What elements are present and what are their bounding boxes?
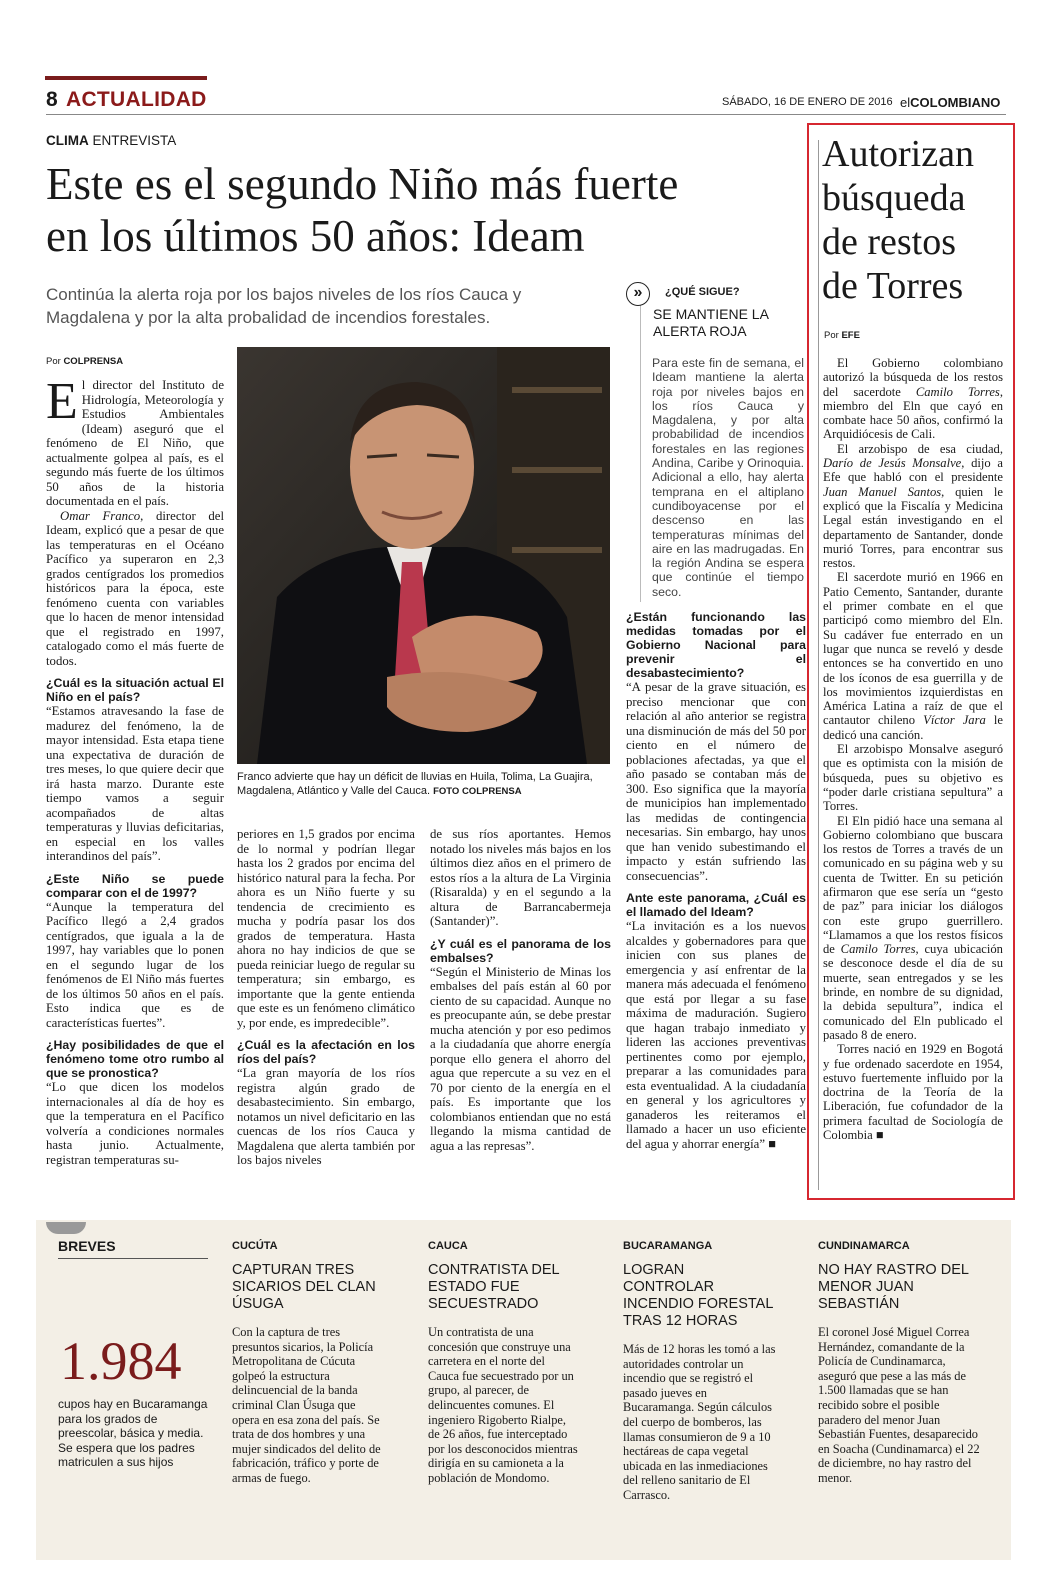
brief-title: NO HAY RASTRO DEL MENOR JUAN SEBASTIÁN <box>818 1262 969 1312</box>
brief-body: El coronel José Miguel Correa Hernández, comandante de la Policía de Cundinamarca, aseguró que pese a las más de 1.500 llamadas que se han recibido sobre el posible paradero del menor Juan Sebastián Fuentes, desaparecido en Soacha (Cundinamarca) el 22 de diciembre, no hay rastro del menor. <box>818 1325 980 1485</box>
paper-name: COLOMBIANO <box>910 95 1001 110</box>
article-byline <box>46 356 123 367</box>
end-mark-icon: ■ <box>875 1128 884 1143</box>
caption-text: Franco advierte que hay un déficit de lluvias en Huila, Tolima, La Guajira, Magdalena, Atlántico y Valle del Cauca. <box>237 771 593 797</box>
paragraph: , dijo a Efe que habló con el presidente <box>823 456 1003 485</box>
right-story-body <box>823 356 1003 1142</box>
paragraph: , miembro del Eln que cayó en combate hace 50 años, confirmó la Arquidiócesis de Cali. <box>823 384 1003 442</box>
paragraph: El Gobierno colombiano autorizó la búsqueda de los restos del sacerdote <box>823 356 1003 399</box>
photo-credit: FOTO COLPRENSA <box>433 786 522 797</box>
section-color-bar <box>45 76 207 80</box>
brief-title: LOGRAN CONTROLAR INCENDIO FORESTAL TRAS 12 HORAS <box>623 1262 773 1329</box>
right-title-line-3: de restos <box>822 221 957 263</box>
paragraph: El arzobispo Monsalve aseguró que es optimista con la misión de búsqueda, pues su objetivo es “poder darle cristiana sepultura” a Torres. <box>823 742 1003 814</box>
deck-line-2: Magdalena y por la alta probalidad de incendios forestales. <box>46 308 491 327</box>
brief-body: Más de 12 horas les tomó a las autoridades controlar un incendio que se registró el pasado jueves en Bucaramanga. Según cálculos del cuerpo de bomberos, las llamas consumieron de 9 a 10 hectáreas de capa vegetal ubicada en las inmediaciones del relleno sanitario de El Carrasco. <box>623 1342 776 1502</box>
person-name: Omar Franco <box>60 508 141 523</box>
edition-date: SÁBADO, 16 DE ENERO DE 2016 <box>722 96 893 108</box>
breves-rule <box>58 1258 208 1259</box>
page-number: 8 <box>46 88 58 111</box>
paragraph: El arzobispo de esa ciudad, <box>837 441 1003 456</box>
sidebar-title-line-2: ALERTA ROJA <box>653 323 747 339</box>
article-deck <box>46 283 606 329</box>
byline-por: Por <box>824 330 842 341</box>
header-rule <box>46 114 1006 115</box>
person-name: Víctor Jara <box>923 713 986 728</box>
breves-label: BREVES <box>58 1238 116 1254</box>
brief-item <box>818 1240 983 1486</box>
column-1 <box>46 373 225 1167</box>
question-3: ¿Hay posibilidades de que el fenómeno tome otro rumbo al que se pronostica? <box>46 1038 224 1080</box>
sidebar-heading: ¿QUÉ SIGUE? <box>665 286 740 298</box>
question-2: ¿Este Niño se puede comparar con el de 1997? <box>46 871 224 900</box>
paragraph-2: , director del Ideam, explicó que a pesar de que las temperaturas en el Océano Pacífico ya superaron en 2,3 grados centígrados los promedios históricos para la época, este fenómeno cuenta con variables que lo hacen de menor intensidad que el registrado en 1997, catalogado como el más fuerte de todos. <box>46 508 225 668</box>
newspaper-name <box>900 95 1000 110</box>
column-3-continued: de sus ríos aportantes. Hemos notado los niveles más bajos en los últimos diez años en el primero de estos ríos a la altura de La Virginia (Risaralda) y en el segundo a la altura de Barrancabermeja (Santander)”. <box>430 827 611 928</box>
question-6: ¿Están funcionando las medidas tomadas por el Gobierno Nacional para prevenir el desabastecimiento? <box>626 610 806 680</box>
portrait-illustration <box>237 347 610 764</box>
chevron-right-icon: » <box>626 282 650 306</box>
photo-caption <box>237 770 610 799</box>
column-2 <box>237 827 415 1168</box>
headline-line-1: Este es el segundo Niño más fuerte <box>46 159 679 209</box>
answer-1: “Estamos atravesando la fase de madurez del fenómeno, la de mayor intensidad. Esta etapa tiene una expectativa de duración de tres meses, lo que quiere decir que irá hasta marzo. Durante este tiempo vamos a seguir acompañados de altas temperaturas y lluvias deficitarias, en especial en los valles interandinos del país”. <box>46 704 224 863</box>
brief-place: CAUCA <box>428 1240 468 1252</box>
question-4: ¿Cuál es la afectación en los ríos del país? <box>237 1038 415 1066</box>
paragraph: El Eln pidió hace una semana al Gobierno colombiano que buscara los restos de Torres a través de un comunicado en su página web y su cuenta de Twitter. En su petición afirmaron que ese sería un “gesto de paz” para iniciar los diálogos con este grupo guerrillero. “Llamamos a que los restos físicos de <box>823 813 1003 957</box>
person-name: Camilo Torres <box>915 384 1000 399</box>
brief-item <box>232 1240 382 1486</box>
paper-prefix: el <box>900 95 911 110</box>
question-1: ¿Cuál es la situación actual El Niño en el país? <box>46 676 224 704</box>
brief-title: CAPTURAN TRES SICARIOS DEL CLAN ÚSUGA <box>232 1262 376 1312</box>
section-name: ACTUALIDAD <box>66 88 207 111</box>
drop-cap: E <box>46 373 78 430</box>
right-title-line-4: de Torres <box>822 265 964 307</box>
answer-2: “Aunque la temperatura del Pacífico llegó a 2,4 grados centígrados, que iguala a la de 1997, hay variables que lo ponen en el segundo lugar de los fenómenos de El Niño más fuertes de los últimos 50 años en el país. Esto indica que es de características fuertes”. <box>46 899 224 1030</box>
answer-3: “Lo que dicen los modelos internacionales al día de hoy es que la temperatura en el Pacífico volvería a condiciones normales hasta junio. Actualmente, registran temperaturas su- <box>46 1080 224 1167</box>
column-4 <box>626 610 806 1151</box>
paragraph: Torres nació en 1929 en Bogotá y fue ordenado sacerdote en 1954, estuvo fuertemente influido por la doctrina de la Teoría de la Liberación, fue cofundador de la primera facultad de Sociología de Colombia <box>823 1042 1003 1143</box>
kicker-section: CLIMA <box>46 133 89 148</box>
question-7: Ante este panorama, ¿Cuál es el llamado del Ideam? <box>626 891 806 919</box>
answer-4: “La gran mayoría de los ríos registra algún grado de desabastecimiento. Sin embargo, notamos un nivel deficitario en las cuencas de los ríos Cauca y Magdalena que alerta también por los bajos niveles <box>237 1066 415 1167</box>
end-mark-icon: ■ <box>768 1136 776 1151</box>
person-name: Juan Manuel Santos <box>823 484 942 499</box>
answer-6: “A pesar de la grave situación, es preciso mencionar que con relación al año anterior se registra una disminución de más del 50 por ciento en el número de poblaciones afectadas, ya que el año pasado se contaban más de 300. Eso significa que la mayoría de municipios han implementado las medidas de contingencia necesarias. Sin embargo, hay unos que han venido subestimando el impacto y están sufriendo las consecuencias”. <box>626 680 806 883</box>
paragraph: El sacerdote murió en 1966 en Patio Cemento, Santander, durante el primer combate en el que participó como miembro del Eln. Su cadáver fue enterrado en un lugar que nunca se reveló y desde entonces se ha convertido en uno de los íconos de esa guerrilla y de los movimientos izquierdistas en América Latina a raíz de que el cantautor chileno <box>823 570 1003 728</box>
right-story-byline <box>824 330 860 341</box>
column-2-continued: periores en 1,5 grados por encima de lo normal y podrían llegar hasta los 2 grados por encima del histórico natural para la fecha. Por ahora es un Niño fuerte y su tendencia de crecimiento es mucha y podría pasar los dos grados de temperatura. Hasta ahora no hay indicios de que se pueda reiniciar luego de regular su temperatura; sin embargo, es importante que la gente entienda que este es un fenómeno climático y, por ende, es impredecible”. <box>237 827 415 1030</box>
byline-por: Por <box>46 356 64 367</box>
person-name: Darío de Jesús Monsalve <box>823 456 962 471</box>
person-name: Camilo Torres <box>840 942 916 957</box>
right-title-line-2: búsqueda <box>822 177 966 219</box>
article-kicker <box>46 133 176 148</box>
article-photo <box>237 347 610 764</box>
brief-body: Un contratista de una concesión que construye una carretera en el norte del Cauca fue secuestrado por un grupo, al parecer, de delincuentes comunes. El ingeniero Rigoberto Rialpe, de 26 años, fue interceptado por los desconocidos mientras dirigía en su camioneta a la población de Mondomo. <box>428 1325 578 1485</box>
answer-5: “Según el Ministerio de Minas los embalses del país están al 60 por ciento de su capacidad. Aunque no es preocupante aún, se debe prestar mucha atención y por eso pedimos a la ciudadanía que ahorre energía porque ello genera el ahorro del agua que repercute a su vez en el 70 por ciento de la energía en el país. Es importante que los colombianos entiendan que no está llegando la misma cantidad de agua a las represas”. <box>430 964 611 1153</box>
headline-line-2: en los últimos 50 años: Ideam <box>46 211 585 261</box>
big-number: 1.984 <box>60 1331 182 1391</box>
answer-7: “La invitación es a los nuevos alcaldes y gobernadores para que inicien con sus planes de emergencia y así enfrentar de la manera más adecuada el fenómeno que está por llegar a su fase máxima de maduración. Sugiero que hagan trabajo inmediato y lideren las acciones preventivas pertinentes como por ejemplo, preparar a las comunidades para esta eventualidad. A la ciudadanía en general y los agricultores y ganaderos les reiteramos el llamado a hacer un uso eficiente del agua y ahorrar energía” <box>626 919 806 1151</box>
byline-author: EFE <box>841 330 860 341</box>
brief-item <box>623 1240 779 1503</box>
right-title-line-1: Autorizan <box>822 133 974 175</box>
sidebar-divider <box>640 282 641 602</box>
right-story-divider <box>818 140 819 1190</box>
brief-place: CUNDINAMARCA <box>818 1240 910 1252</box>
column-3 <box>430 827 611 1153</box>
question-5: ¿Y cuál es el panorama de los embalses? <box>430 936 611 965</box>
kicker-type: ENTREVISTA <box>88 133 177 148</box>
sidebar-text: Para este fin de semana, el Ideam mantiene la alerta roja por niveles bajos en los ríos Cauca y Magdalena, y por alta probabilidad de incendios forestales en las regiones Andina, Caribe y Orinoquia. Adicional a ello, hay alerta temprana en el altiplano cundiboyacense por el descenso en las temperaturas mínimas del aire en las madrugadas. En la región Andina se espera que continúe el tiempo seco. <box>652 356 804 599</box>
paragraph: , cuya ubicación se desconoce desde el día de su muerte, sean entregados y se les brinde, en nombre de su dignidad, la debida sepultura”, indica el comunicado del Eln publicado el pasado 8 de enero. <box>823 942 1003 1042</box>
big-number-text: cupos hay en Bucaramanga para los grados de preescolar, básica y media. Se espera que los padres matriculen a sus hijos <box>58 1397 208 1469</box>
article-headline <box>46 158 806 262</box>
brief-title: CONTRATISTA DEL ESTADO FUE SECUESTRADO <box>428 1262 560 1312</box>
brief-body: Con la captura de tres presuntos sicarios, la Policía Metropolitana de Cúcuta golpeó la estructura delincuencial de la banda criminal Clan Úsuga que opera en esa zona del país. Se trata de dos hombres y una mujer sindicados del delito de fabricación, tráfico y porte de armas de fuego. <box>232 1325 381 1485</box>
sidebar-title <box>653 306 803 340</box>
sidebar-title-line-1: SE MANTIENE LA <box>653 306 769 322</box>
brief-place: BUCARAMANGA <box>623 1240 713 1252</box>
paragraph: le dedicó una canción. <box>823 713 1003 742</box>
deck-line-1: Continúa la alerta roja por los bajos niveles de los ríos Cauca y <box>46 285 522 304</box>
byline-author: COLPRENSA <box>63 356 124 367</box>
lead-paragraph: l director del Instituto de Hidrología, Meteorología y Estudios Ambientales (Ideam) aseguró que el fenómeno de El Niño, que actualmente golpea al país, es el segundo más fuerte de los últimos 50 años de la historia documentada en el país. <box>46 378 224 508</box>
decorative-dots <box>46 1222 86 1234</box>
brief-place: CUCÚTA <box>232 1240 278 1252</box>
brief-item <box>428 1240 578 1486</box>
right-story-headline <box>822 132 1007 308</box>
paragraph: , quien le explicó que la Fiscalía y Medicina Legal están investigando en el departamento de Santander, donde murió Torres, para encontrar sus restos. <box>823 484 1003 571</box>
